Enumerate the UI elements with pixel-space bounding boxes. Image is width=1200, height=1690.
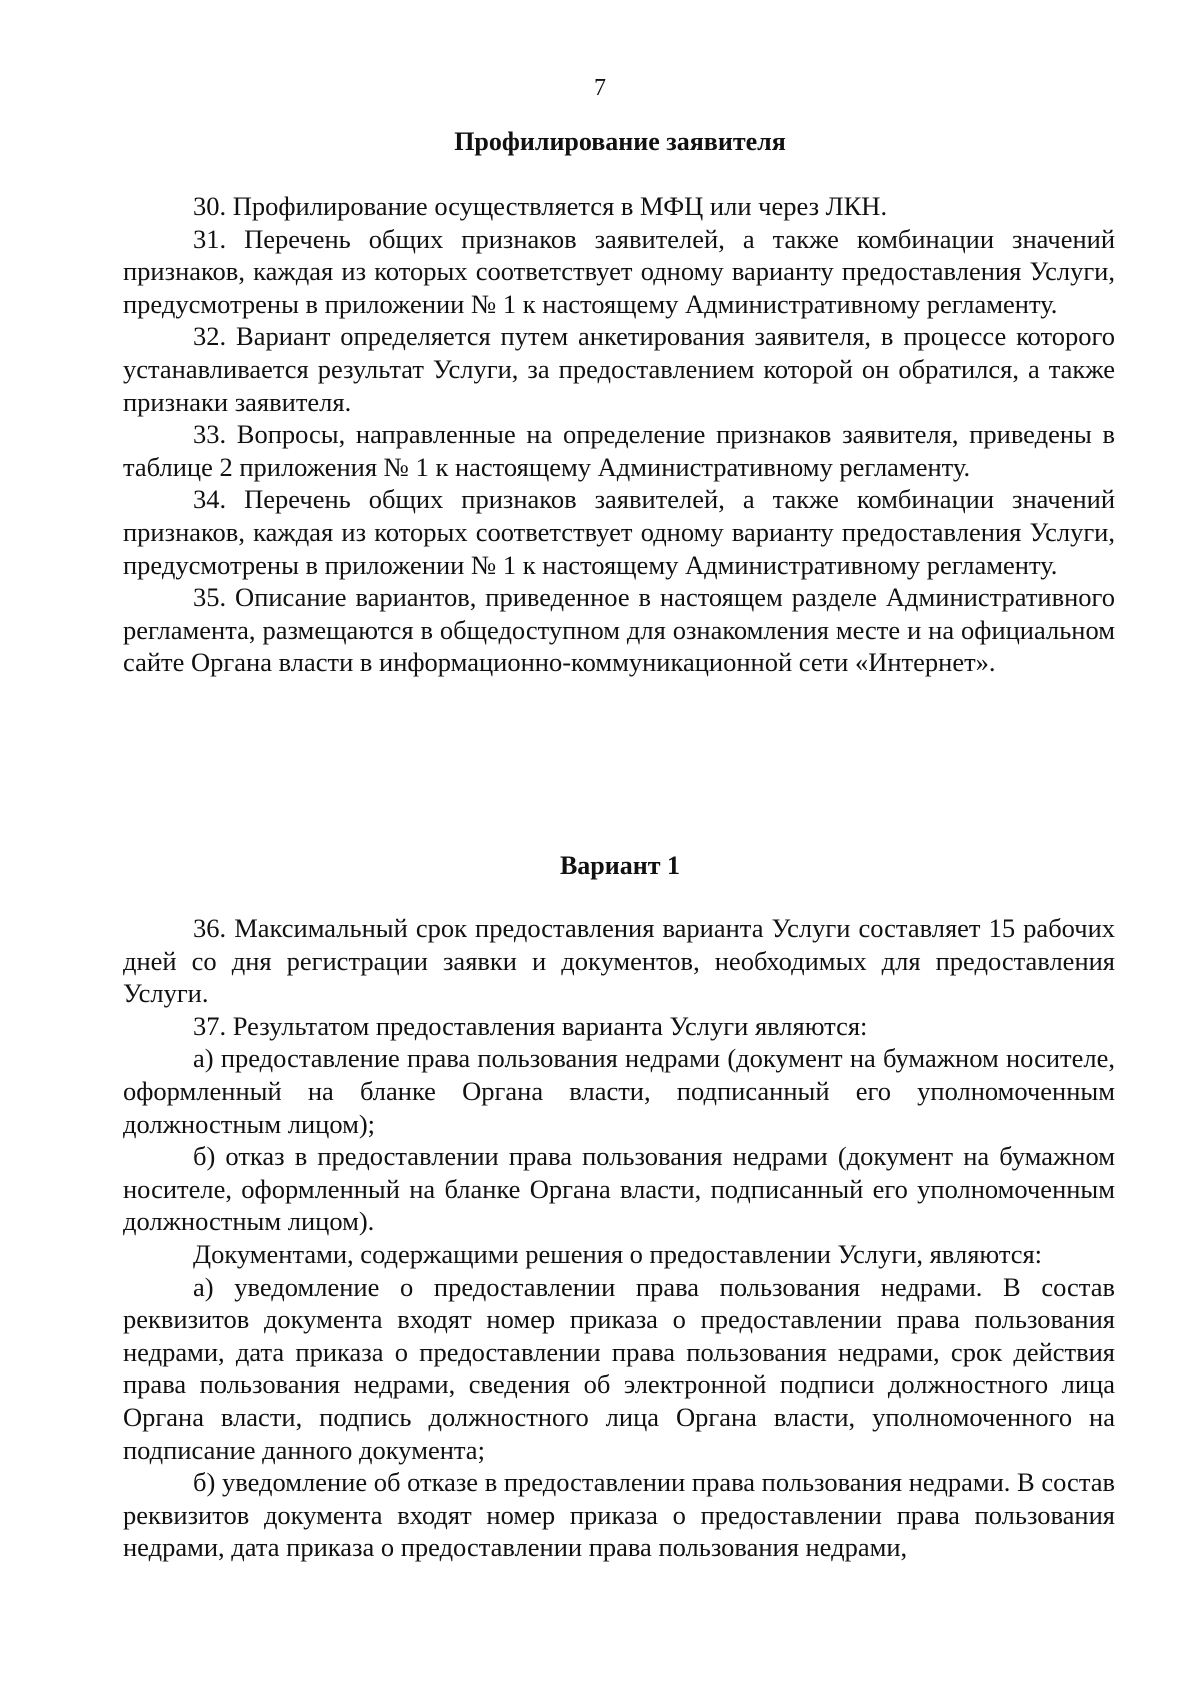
paragraph-37-b: б) отказ в предоставлении права пользования недрами (документ на бумажном носителе, оформленный на бланке Органа власти, подписанный его уполномоченным должностным лицом). (123, 1141, 1115, 1237)
paragraph-decision-a: а) уведомление о предоставлении права пользования недрами. В состав реквизитов документа входят номер приказа о предоставлении права пользования недрами, дата приказа о предоставлении права пользования недрами, срок действия права пользования недрами, сведения об электронной подписи должностного лица Органа власти, подпись должностного лица Органа власти, уполномоченного на подписание данного документа; (123, 1271, 1115, 1465)
section-heading-profiling: Профилирование заявителя (454, 127, 786, 156)
paragraph-decision-b: б) уведомление об отказе в предоставлении права пользования недрами. В состав реквизитов документа входят номер приказа о предоставлении права пользования недрами, дата приказа о предоставлении права пользования недрами, (123, 1467, 1115, 1563)
section-profiling-body (123, 190, 1115, 679)
paragraph-31: 31. Перечень общих признаков заявителей, а также комбинации значений признаков, каждая из которых соответствует одному варианту предоставления Услуги, предусмотрены в приложении № 1 к настоящему Административному регламенту. (123, 223, 1115, 319)
paragraph-33: 33. Вопросы, направленные на определение признаков заявителя, приведены в таблице 2 приложения № 1 к настоящему Административному регламенту. (123, 419, 1115, 482)
paragraph-37: 37. Результатом предоставления варианта Услуги являются: (193, 1010, 868, 1041)
page-number: 7 (594, 75, 606, 101)
paragraph-decision-documents: Документами, содержащими решения о предоставлении Услуги, являются: (193, 1238, 1043, 1269)
paragraph-36: 36. Максимальный срок предоставления варианта Услуги составляет 15 рабочих дней со дня регистрации заявки и документов, необходимых для предоставления Услуги. (123, 913, 1115, 1009)
paragraph-35: 35. Описание вариантов, приведенное в настоящем разделе Административного регламента, размещаются в общедоступном для ознакомления месте и на официальном сайте Органа власти в информационно-коммуникационной сети «Интернет». (123, 582, 1115, 678)
paragraph-37-a: а) предоставление права пользования недрами (документ на бумажном носителе, оформленный на бланке Органа власти, подписанный его уполномоченным должностным лицом); (123, 1043, 1115, 1139)
paragraph-32: 32. Вариант определяется путем анкетирования заявителя, в процессе которого устанавливается результат Услуги, за предоставлением которой он обратился, а также признаки заявителя. (123, 321, 1115, 417)
paragraph-34: 34. Перечень общих признаков заявителей, а также комбинации значений признаков, каждая из которых соответствует одному варианту предоставления Услуги, предусмотрены в приложении № 1 к настоящему Административному регламенту. (123, 484, 1115, 580)
paragraph-30: 30. Профилирование осуществляется в МФЦ или через ЛКН. (193, 191, 888, 221)
section-heading-variant-1: Вариант 1 (559, 851, 681, 880)
section-variant-1-body (123, 912, 1115, 1564)
